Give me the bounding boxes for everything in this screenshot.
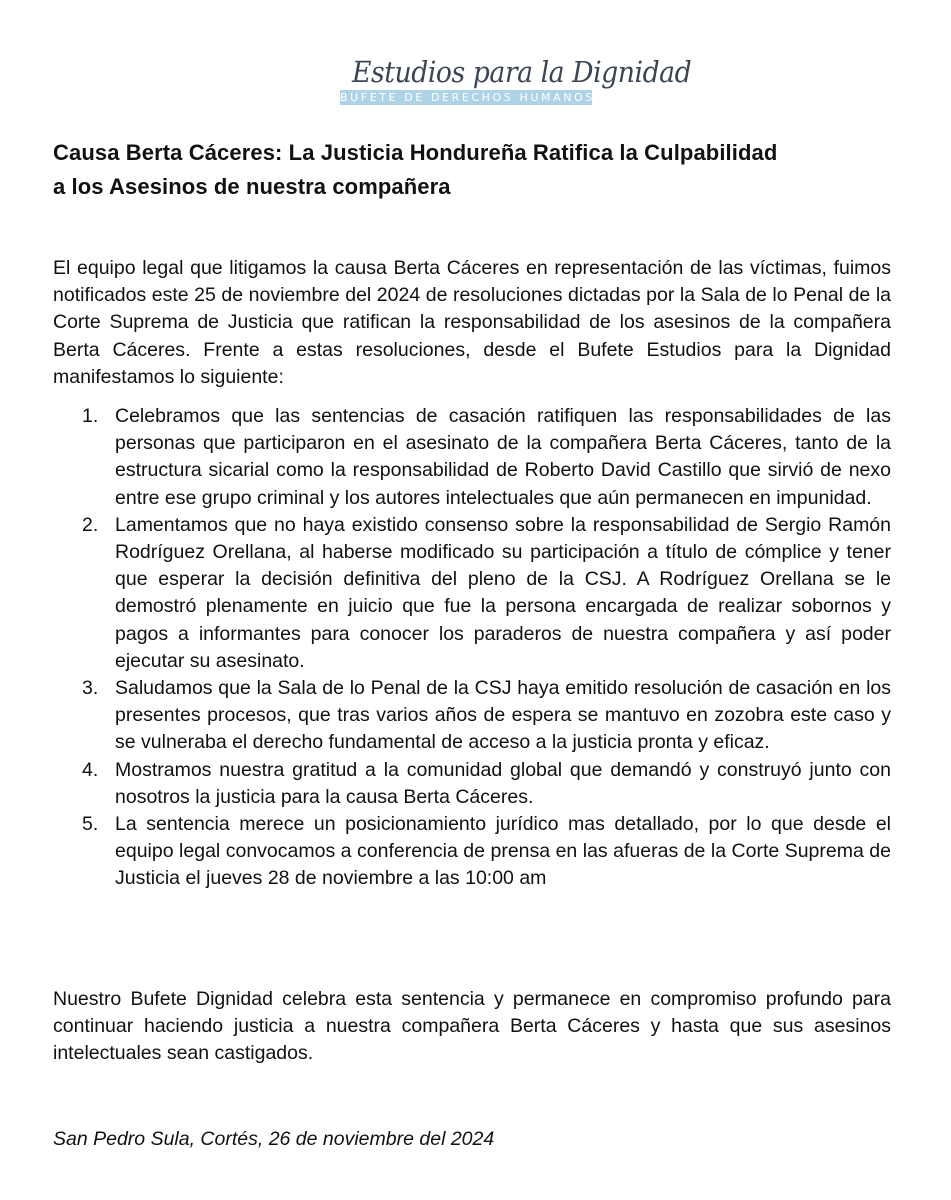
closing-paragraph: Nuestro Bufete Dignidad celebra esta sentencia y permanece en compromiso profundo para continuar haciendo justicia a nuestra compañera Berta Cáceres y hasta que sus asesinos intelectuales sean castigados. bbox=[53, 988, 891, 1065]
list-item bbox=[53, 403, 891, 512]
logo-script-text: Estudios para la Dignidad bbox=[352, 55, 692, 89]
title-line-1: Causa Berta Cáceres: La Justicia Hondureña Ratifica la Culpabilidad bbox=[53, 140, 778, 165]
list-item bbox=[53, 512, 891, 675]
list-item-text: Celebramos que las sentencias de casación ratifiquen las responsabilidades de las personas que participaron en el asesinato de la compañera Berta Cáceres, tanto de la estructura sicarial como la responsabilidad de Roberto David Castillo que sirvió de nexo entre ese grupo criminal y los autores intelectuales que aún permanecen en impunidad. bbox=[115, 405, 891, 509]
list-item-text: La sentencia merece un posicionamiento jurídico mas detallado, por lo que desde el equipo legal convocamos a conferencia de prensa en las afueras de la Corte Suprema de Justicia el jueves 28 de noviembre a las 10:00 am bbox=[115, 813, 891, 890]
title-line-2: a los Asesinos de nuestra compañera bbox=[53, 174, 451, 199]
list-item bbox=[53, 757, 891, 811]
list-item-number: 2. bbox=[82, 513, 99, 536]
list-item-text: Mostramos nuestra gratitud a la comunidad global que demandó y construyó junto con nosotros la justicia para la causa Berta Cáceres. bbox=[115, 758, 891, 808]
intro-paragraph: El equipo legal que litigamos la causa Berta Cáceres en representación de las víctimas, fuimos notificados este 25 de noviembre del 2024 de resoluciones dictadas por la Sala de lo Penal de la Corte Suprema de Justicia que ratifican la responsabilidad de los asesinos de la compañera Berta Cáceres. Frente a estas resoluciones, desde el Bufete Estudios para la Dignidad manifestamos lo siguiente: bbox=[53, 257, 891, 388]
document-title bbox=[53, 136, 893, 204]
points-list bbox=[53, 403, 891, 893]
list-item-text: Saludamos que la Sala de lo Penal de la CSJ haya emitido resolución de casación en los presentes procesos, que tras varios años de espera se mantuvo en zozobra este caso y se vulneraba el derecho fundamental de acceso a la justicia pronta y eficaz. bbox=[115, 677, 891, 754]
list-item-number: 4. bbox=[82, 758, 99, 781]
logo-band bbox=[340, 90, 595, 105]
bufete-logo bbox=[340, 55, 692, 110]
list-item-number: 5. bbox=[82, 813, 99, 836]
list-item bbox=[53, 675, 891, 757]
list-item-number: 3. bbox=[82, 677, 99, 700]
place-and-date: San Pedro Sula, Cortés, 26 de noviembre del 2024 bbox=[53, 1128, 495, 1150]
list-item-number: 1. bbox=[82, 405, 99, 427]
logo-band-text: BUFETE DE DERECHOS HUMANOS bbox=[340, 91, 595, 104]
list-item bbox=[53, 811, 891, 893]
list-item-text: Lamentamos que no haya existido consenso sobre la responsabilidad de Sergio Ramón Rodríguez Orellana, al haberse modificado su participación a título de cómplice y tener que esperar la decisión definitiva del pleno de la CSJ. A Rodríguez Orellana se le demostró plenamente en juicio que fue la persona encargada de realizar sobornos y pagos a informantes para conocer los paraderos de nuestra compañera y así poder ejecutar su asesinato. bbox=[115, 513, 891, 672]
